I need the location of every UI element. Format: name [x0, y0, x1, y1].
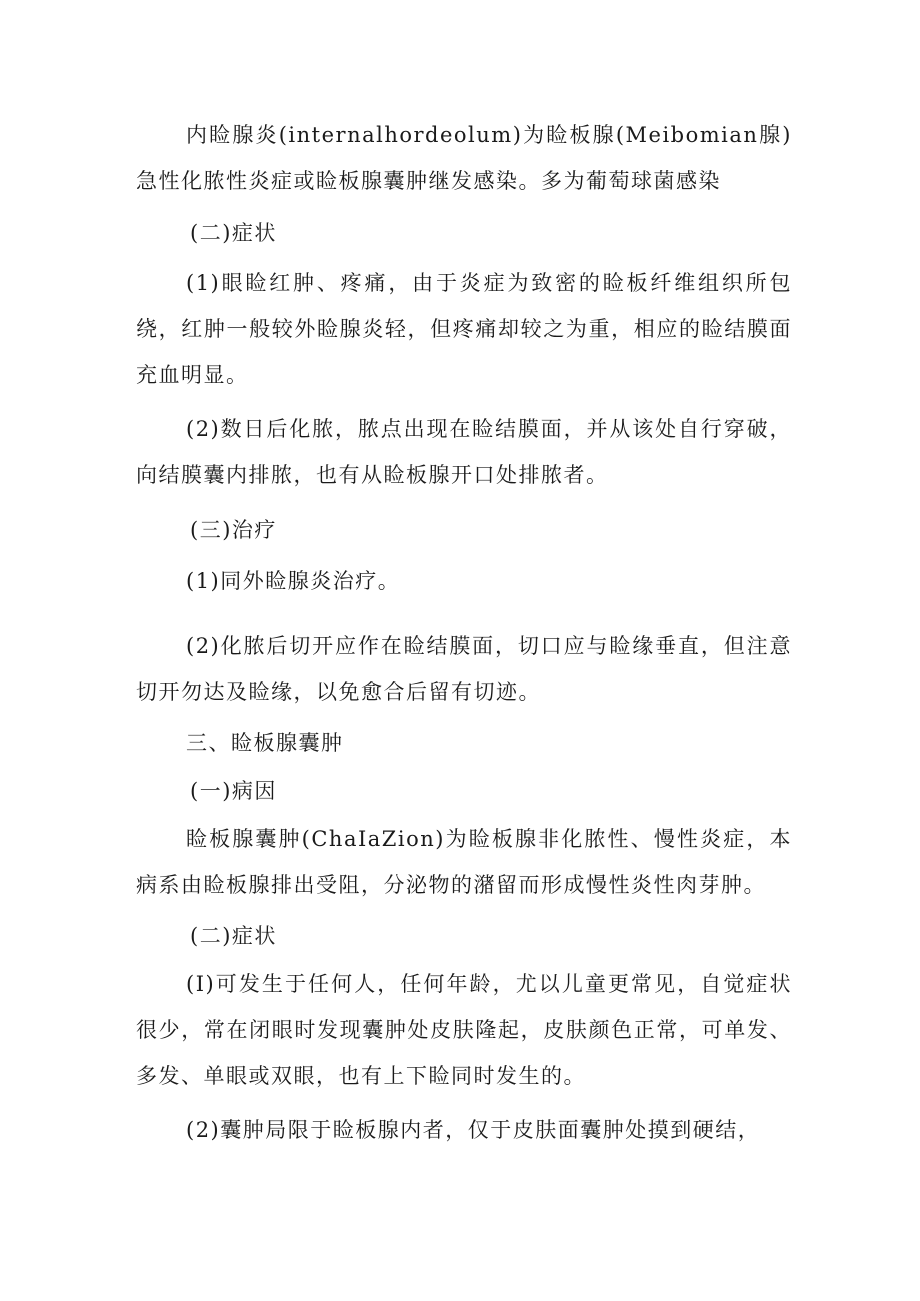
paragraph-chalazion-symptom-1: (I)可发生于任何人，任何年龄，尤以儿童更常见，自觉症状很少，常在闭眼时发现囊肿处皮肤隆起，皮肤颜色正常，可单发、多发、单眼或双眼，也有上下睑同时发生的。	[136, 972, 792, 1088]
paragraph-symptom-2: (2)数日后化脓，脓点出现在睑结膜面，并从该处自行穿破，向结膜囊内排脓，也有从睑板腺开口处排脓者。	[136, 417, 792, 487]
paragraph-treatment-2: (2)化脓后切开应作在睑结膜面，切口应与睑缘垂直，但注意切开勿达及睑缘，以免愈合后留有切迹。	[136, 634, 792, 704]
paragraph-chalazion-symptom-2: (2)囊肿局限于睑板腺内者，仅于皮肤面囊肿处摸到硬结，	[186, 1118, 761, 1142]
paragraph-cause: 睑板腺囊肿(ChaIaZion)为睑板腺非化脓性、慢性炎症，本病系由睑板腺排出受阻，分泌物的潴留而形成慢性炎性肉芽肿。	[136, 827, 792, 897]
section-heading-cause: (一)病因	[190, 779, 277, 803]
paragraph-intro: 内睑腺炎(internalhordeolum)为睑板腺(Meibomian腺)急性化脓性炎症或睑板腺囊肿继发感染。多为葡萄球菌感染	[136, 123, 792, 193]
paragraph-symptom-1: (1)眼睑红肿、疼痛，由于炎症为致密的睑板纤维组织所包绕，红肿一般较外睑腺炎轻，但疼痛却较之为重，相应的睑结膜面充血明显。	[136, 271, 792, 387]
section-heading-symptoms: (二)症状	[190, 221, 277, 245]
paragraph-treatment-1: (1)同外睑腺炎治疗。	[186, 569, 401, 593]
section-heading-chalazion: 三、睑板腺囊肿	[186, 731, 344, 755]
section-heading-treatment: (三)治疗	[190, 518, 277, 542]
section-heading-symptoms-2: (二)症状	[190, 924, 277, 948]
